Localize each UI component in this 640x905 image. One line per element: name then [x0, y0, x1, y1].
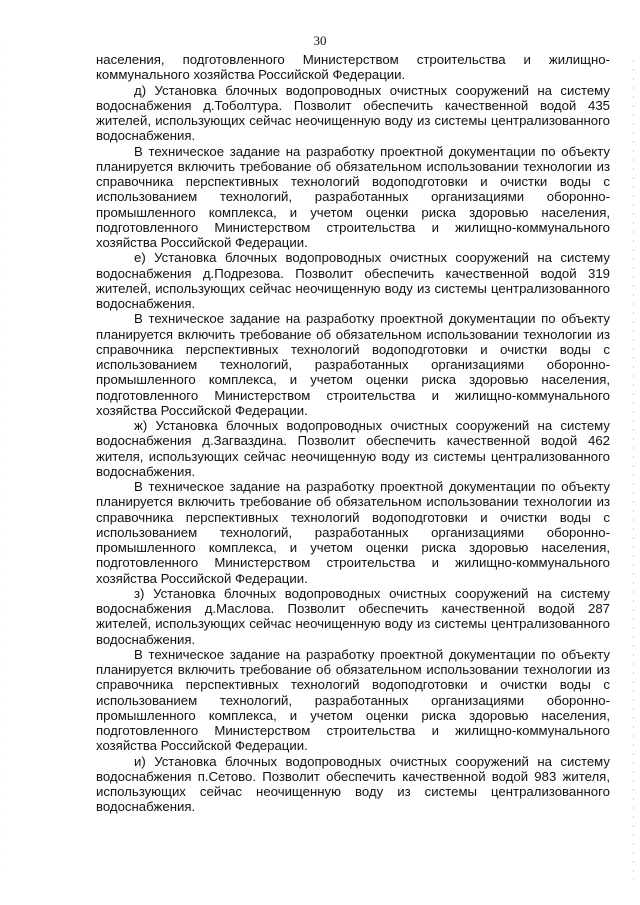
document-body [96, 52, 610, 815]
paragraph-item-i: и) Установка блочных водопроводных очистных сооружений на систему водоснабжения п.Сетово. Позволит обеспечить качественной водой 983 жителя, использующих сейчас неочищенную воду из системы централизованного водоснабжения. [96, 753, 610, 815]
scan-edge-left [2, 40, 3, 880]
paragraph-tz-d: В техническое задание на разработку проектной документации по объекту планируется включить требование об обязательном использовании технологии из справочника перспективных технологий водоподготовки и очистки воды с использованием технологий, разработанных организациями оборонно-промышленного комплекса, и учетом оценки риска здоровью населения, подготовленного Министерством строительства и жилищно-коммунального хозяйства Российской Федерации. [96, 143, 610, 250]
page-number: 30 [313, 33, 327, 48]
paragraph-tz-z: В техническое задание на разработку проектной документации по объекту планируется включить требование об обязательном использовании технологии из справочника перспективных технологий водоподготовки и очистки воды с использованием технологий, разработанных организациями оборонно-промышленного комплекса, и учетом оценки риска здоровью населения, подготовленного Министерством строительства и жилищно-коммунального хозяйства Российской Федерации. [96, 646, 610, 754]
paragraph-tz-zh: В техническое задание на разработку проектной документации по объекту планируется включить требование об обязательном использовании технологии из справочника перспективных технологий водоподготовки и очистки воды с использованием технологий, разработанных организациями оборонно-промышленного комплекса, и учетом оценки риска здоровью населения, подготовленного Министерством строительства и жилищно-коммунального хозяйства Российской Федерации. [96, 479, 610, 586]
paragraph-item-z: з) Установка блочных водопроводных очистных сооружений на систему водоснабжения д.Маслова. Позволит обеспечить качественной водой 287 жителей, использующих сейчас неочищенную воду из системы централизованного водоснабжения. [96, 585, 610, 647]
paragraph-tz-e: В техническое задание на разработку проектной документации по объекту планируется включить требование об обязательном использовании технологии из справочника перспективных технологий водоподготовки и очистки воды с использованием технологий, разработанных организациями оборонно-промышленного комплекса, и учетом оценки риска здоровью населения, подготовленного Министерством строительства и жилищно-коммунального хозяйства Российской Федерации. [96, 311, 610, 418]
paragraph-continuation: населения, подготовленного Министерством строительства и жилищно-коммунального хозяйства Российской Федерации. [96, 52, 610, 83]
scan-edge-right [633, 60, 634, 880]
paragraph-item-e: е) Установка блочных водопроводных очистных сооружений на систему водоснабжения д.Подрезова. Позволит обеспечить качественной водой 319 жителей, использующих сейчас неочищенную воду из системы централизованного водоснабжения. [96, 250, 610, 311]
paragraph-item-d: д) Установка блочных водопроводных очистных сооружений на систему водоснабжения д.Тоболтура. Позволит обеспечить качественной водой 435 жителей, использующих сейчас неочищенную воду из системы централизованного водоснабжения. [96, 82, 610, 144]
paragraph-item-zh: ж) Установка блочных водопроводных очистных сооружений на систему водоснабжения д.Загваздина. Позволит обеспечить качественной водой 462 жителя, использующих сейчас неочищенную воду из системы централизованного водоснабжения. [96, 418, 610, 479]
